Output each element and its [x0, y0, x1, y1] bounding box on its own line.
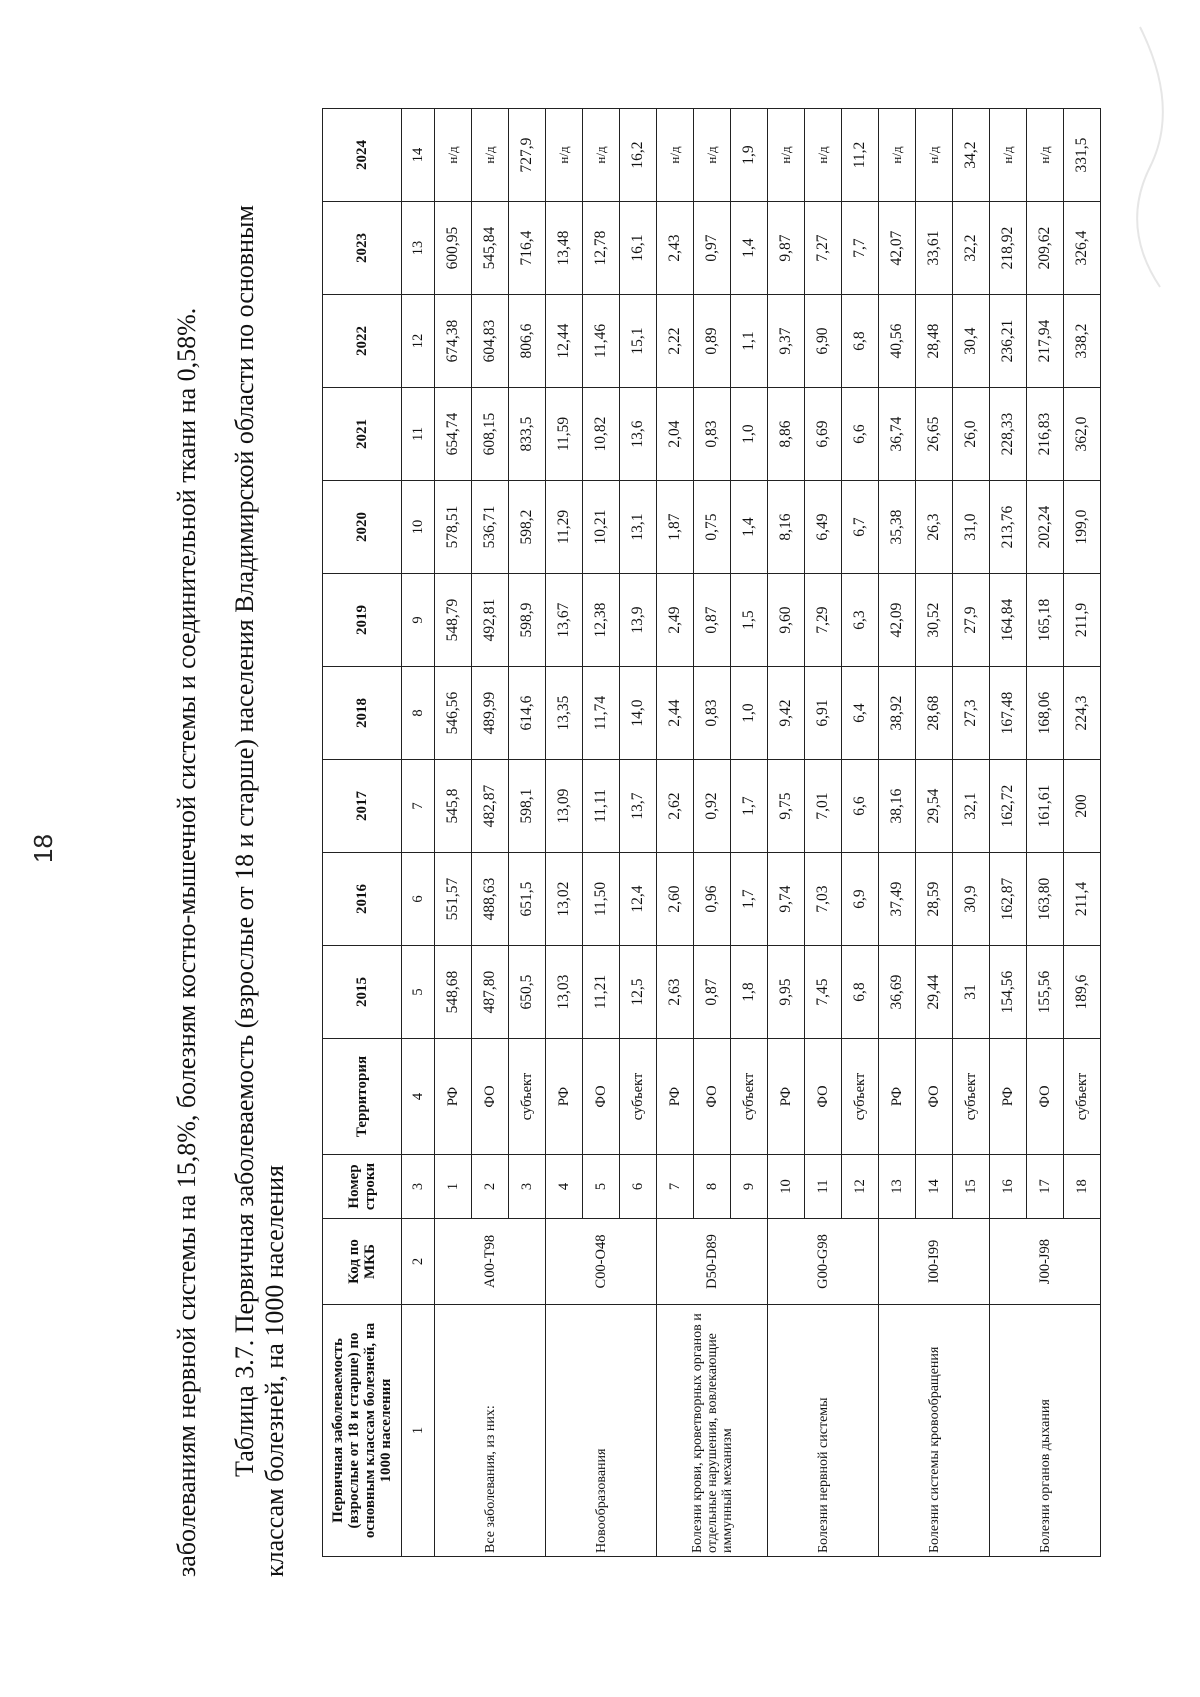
value-cell: 1,4: [731, 202, 768, 295]
table-row: [768, 109, 805, 1557]
header-year: 2017: [323, 760, 402, 853]
value-cell: 216,83: [1027, 388, 1064, 481]
header-year: 2016: [323, 853, 402, 946]
value-cell: 7,01: [805, 760, 842, 853]
value-cell: 13,67: [546, 574, 583, 667]
value-cell: 6,4: [842, 667, 879, 760]
value-cell: 165,18: [1027, 574, 1064, 667]
value-cell: 8,16: [768, 481, 805, 574]
value-cell: 30,52: [916, 574, 953, 667]
row-number-cell: 16: [990, 1155, 1027, 1219]
territory-cell: субъект: [731, 1039, 768, 1155]
disease-class-cell: Все заболевания, из них:: [435, 1305, 546, 1557]
table-row: [435, 109, 472, 1557]
column-number: 14: [402, 109, 435, 202]
value-cell: 716,4: [509, 202, 546, 295]
value-cell: 0,87: [694, 574, 731, 667]
territory-cell: ФО: [1027, 1039, 1064, 1155]
value-cell: 189,6: [1064, 946, 1101, 1039]
value-cell: 236,21: [990, 295, 1027, 388]
territory-cell: ФО: [694, 1039, 731, 1155]
value-cell: 598,1: [509, 760, 546, 853]
value-cell: 13,6: [620, 388, 657, 481]
mkb-code-cell: C00-O48: [546, 1219, 657, 1305]
value-cell: 29,44: [916, 946, 953, 1039]
row-number-cell: 9: [731, 1155, 768, 1219]
value-cell: 168,06: [1027, 667, 1064, 760]
value-cell: 27,3: [953, 667, 990, 760]
value-cell: 0,87: [694, 946, 731, 1039]
territory-cell: РФ: [768, 1039, 805, 1155]
value-cell: н/д: [990, 109, 1027, 202]
header-mkb-code: Код по МКБ: [323, 1219, 402, 1305]
value-cell: 1,0: [731, 388, 768, 481]
value-cell: 489,99: [472, 667, 509, 760]
value-cell: н/д: [805, 109, 842, 202]
value-cell: 218,92: [990, 202, 1027, 295]
value-cell: 546,56: [435, 667, 472, 760]
value-cell: 600,95: [435, 202, 472, 295]
value-cell: 16,2: [620, 109, 657, 202]
mkb-code-cell: D50-D89: [657, 1219, 768, 1305]
table-row: [546, 109, 583, 1557]
disease-class-cell: Болезни органов дыхания: [990, 1305, 1101, 1557]
value-cell: 545,8: [435, 760, 472, 853]
value-cell: 13,03: [546, 946, 583, 1039]
page-number: 18: [28, 834, 58, 863]
value-cell: 7,03: [805, 853, 842, 946]
value-cell: н/д: [1027, 109, 1064, 202]
value-cell: 614,6: [509, 667, 546, 760]
value-cell: 10,21: [583, 481, 620, 574]
value-cell: 36,74: [879, 388, 916, 481]
column-number-row: [402, 109, 435, 1557]
value-cell: 598,2: [509, 481, 546, 574]
value-cell: 6,3: [842, 574, 879, 667]
value-cell: 26,65: [916, 388, 953, 481]
value-cell: 651,5: [509, 853, 546, 946]
territory-cell: субъект: [509, 1039, 546, 1155]
morbidity-table-container: [322, 109, 1101, 1557]
value-cell: 31: [953, 946, 990, 1039]
disease-class-cell: Болезни системы кровообращения: [879, 1305, 990, 1557]
value-cell: 9,60: [768, 574, 805, 667]
value-cell: 11,50: [583, 853, 620, 946]
value-cell: н/д: [657, 109, 694, 202]
mkb-code-cell: J00-J98: [990, 1219, 1101, 1305]
header-disease-class: Первичная заболеваемость (взрослые от 18 и старше) по основным классам болезней, на 1000 населения: [323, 1305, 402, 1557]
column-number: 12: [402, 295, 435, 388]
value-cell: 650,5: [509, 946, 546, 1039]
value-cell: 2,44: [657, 667, 694, 760]
value-cell: 6,9: [842, 853, 879, 946]
value-cell: 1,4: [731, 481, 768, 574]
table-row: [879, 109, 916, 1557]
value-cell: 11,46: [583, 295, 620, 388]
value-cell: 9,87: [768, 202, 805, 295]
value-cell: 578,51: [435, 481, 472, 574]
value-cell: 36,69: [879, 946, 916, 1039]
value-cell: 6,6: [842, 760, 879, 853]
value-cell: 0,83: [694, 388, 731, 481]
value-cell: 2,49: [657, 574, 694, 667]
row-number-cell: 1: [435, 1155, 472, 1219]
value-cell: 16,1: [620, 202, 657, 295]
value-cell: 492,81: [472, 574, 509, 667]
table-caption: Таблица 3.7. Первичная заболеваемость (взрослые от 18 и старше) населения Владимирской области по основным классам болезней, на 1000 населения: [230, 205, 289, 1577]
value-cell: 833,5: [509, 388, 546, 481]
column-number: 2: [402, 1219, 435, 1305]
value-cell: 1,9: [731, 109, 768, 202]
value-cell: 42,07: [879, 202, 916, 295]
header-year: 2022: [323, 295, 402, 388]
value-cell: 34,2: [953, 109, 990, 202]
value-cell: 2,60: [657, 853, 694, 946]
value-cell: н/д: [768, 109, 805, 202]
value-cell: 202,24: [1027, 481, 1064, 574]
table-row: [657, 109, 694, 1557]
row-number-cell: 12: [842, 1155, 879, 1219]
disease-class-cell: Болезни нервной системы: [768, 1305, 879, 1557]
header-year: 2018: [323, 667, 402, 760]
mkb-code-cell: G00-G98: [768, 1219, 879, 1305]
column-number: 13: [402, 202, 435, 295]
value-cell: 1,7: [731, 853, 768, 946]
value-cell: 28,48: [916, 295, 953, 388]
territory-cell: ФО: [916, 1039, 953, 1155]
territory-cell: субъект: [953, 1039, 990, 1155]
value-cell: 11,29: [546, 481, 583, 574]
value-cell: 9,42: [768, 667, 805, 760]
column-number: 11: [402, 388, 435, 481]
value-cell: 228,33: [990, 388, 1027, 481]
value-cell: 11,11: [583, 760, 620, 853]
value-cell: 545,84: [472, 202, 509, 295]
value-cell: 2,63: [657, 946, 694, 1039]
value-cell: 598,9: [509, 574, 546, 667]
value-cell: 11,74: [583, 667, 620, 760]
territory-cell: субъект: [842, 1039, 879, 1155]
territory-cell: РФ: [546, 1039, 583, 1155]
value-cell: 211,4: [1064, 853, 1101, 946]
value-cell: 1,7: [731, 760, 768, 853]
column-number: 1: [402, 1305, 435, 1557]
value-cell: 37,49: [879, 853, 916, 946]
value-cell: 162,72: [990, 760, 1027, 853]
value-cell: 13,9: [620, 574, 657, 667]
header-year: 2020: [323, 481, 402, 574]
value-cell: 806,6: [509, 295, 546, 388]
value-cell: 326,4: [1064, 202, 1101, 295]
value-cell: 12,78: [583, 202, 620, 295]
value-cell: 551,57: [435, 853, 472, 946]
value-cell: 28,68: [916, 667, 953, 760]
value-cell: 211,9: [1064, 574, 1101, 667]
value-cell: 30,9: [953, 853, 990, 946]
value-cell: 331,5: [1064, 109, 1101, 202]
value-cell: 608,15: [472, 388, 509, 481]
column-number: 4: [402, 1039, 435, 1155]
header-year: 2021: [323, 388, 402, 481]
value-cell: 28,59: [916, 853, 953, 946]
value-cell: 2,22: [657, 295, 694, 388]
row-number-cell: 3: [509, 1155, 546, 1219]
value-cell: 11,59: [546, 388, 583, 481]
value-cell: 338,2: [1064, 295, 1101, 388]
value-cell: 0,75: [694, 481, 731, 574]
value-cell: 12,5: [620, 946, 657, 1039]
value-cell: 7,29: [805, 574, 842, 667]
territory-cell: РФ: [435, 1039, 472, 1155]
row-number-cell: 11: [805, 1155, 842, 1219]
morbidity-table: [322, 108, 1101, 1557]
faint-mark-decoration: [1080, 7, 1200, 307]
value-cell: 362,0: [1064, 388, 1101, 481]
value-cell: 2,62: [657, 760, 694, 853]
value-cell: н/д: [546, 109, 583, 202]
row-number-cell: 14: [916, 1155, 953, 1219]
value-cell: 7,45: [805, 946, 842, 1039]
row-number-cell: 4: [546, 1155, 583, 1219]
header-year: 2023: [323, 202, 402, 295]
value-cell: 548,79: [435, 574, 472, 667]
value-cell: 29,54: [916, 760, 953, 853]
value-cell: 1,87: [657, 481, 694, 574]
territory-cell: РФ: [990, 1039, 1027, 1155]
value-cell: 6,69: [805, 388, 842, 481]
territory-cell: ФО: [805, 1039, 842, 1155]
value-cell: 2,43: [657, 202, 694, 295]
value-cell: 42,09: [879, 574, 916, 667]
table-body: [435, 109, 1101, 1557]
value-cell: н/д: [694, 109, 731, 202]
value-cell: 6,7: [842, 481, 879, 574]
value-cell: 161,61: [1027, 760, 1064, 853]
column-number: 6: [402, 853, 435, 946]
value-cell: 6,8: [842, 295, 879, 388]
column-number: 8: [402, 667, 435, 760]
value-cell: 32,1: [953, 760, 990, 853]
value-cell: 11,2: [842, 109, 879, 202]
territory-cell: субъект: [1064, 1039, 1101, 1155]
value-cell: 27,9: [953, 574, 990, 667]
value-cell: 224,3: [1064, 667, 1101, 760]
territory-cell: РФ: [879, 1039, 916, 1155]
disease-class-cell: Болезни крови, кроветворных органов и отдельные нарушения, вовлекающие иммунный механизм: [657, 1305, 768, 1557]
value-cell: 1,0: [731, 667, 768, 760]
value-cell: 7,7: [842, 202, 879, 295]
value-cell: 6,49: [805, 481, 842, 574]
row-number-cell: 2: [472, 1155, 509, 1219]
value-cell: 31,0: [953, 481, 990, 574]
value-cell: 164,84: [990, 574, 1027, 667]
value-cell: 14,0: [620, 667, 657, 760]
value-cell: 9,37: [768, 295, 805, 388]
value-cell: 13,09: [546, 760, 583, 853]
value-cell: 40,56: [879, 295, 916, 388]
row-number-cell: 8: [694, 1155, 731, 1219]
value-cell: 7,27: [805, 202, 842, 295]
value-cell: 6,90: [805, 295, 842, 388]
value-cell: 26,0: [953, 388, 990, 481]
value-cell: 213,76: [990, 481, 1027, 574]
column-number: 9: [402, 574, 435, 667]
value-cell: 209,62: [1027, 202, 1064, 295]
value-cell: 13,35: [546, 667, 583, 760]
value-cell: 12,4: [620, 853, 657, 946]
table-header-row: [323, 109, 402, 1557]
value-cell: 654,74: [435, 388, 472, 481]
value-cell: 162,87: [990, 853, 1027, 946]
territory-cell: РФ: [657, 1039, 694, 1155]
value-cell: 674,38: [435, 295, 472, 388]
value-cell: н/д: [916, 109, 953, 202]
value-cell: 200: [1064, 760, 1101, 853]
row-number-cell: 5: [583, 1155, 620, 1219]
value-cell: 1,1: [731, 295, 768, 388]
header-territory: Территория: [323, 1039, 402, 1155]
value-cell: 2,04: [657, 388, 694, 481]
value-cell: 217,94: [1027, 295, 1064, 388]
value-cell: 13,48: [546, 202, 583, 295]
value-cell: 155,56: [1027, 946, 1064, 1039]
value-cell: 38,16: [879, 760, 916, 853]
value-cell: 0,83: [694, 667, 731, 760]
value-cell: 12,38: [583, 574, 620, 667]
header-row-number: Номер строки: [323, 1155, 402, 1219]
value-cell: 6,91: [805, 667, 842, 760]
value-cell: 154,56: [990, 946, 1027, 1039]
value-cell: 199,0: [1064, 481, 1101, 574]
value-cell: 163,80: [1027, 853, 1064, 946]
value-cell: 32,2: [953, 202, 990, 295]
value-cell: 1,5: [731, 574, 768, 667]
header-year: 2015: [323, 946, 402, 1039]
value-cell: 604,83: [472, 295, 509, 388]
value-cell: 33,61: [916, 202, 953, 295]
value-cell: 0,96: [694, 853, 731, 946]
value-cell: 6,6: [842, 388, 879, 481]
row-number-cell: 7: [657, 1155, 694, 1219]
mkb-code-cell: A00-T98: [435, 1219, 546, 1305]
value-cell: 15,1: [620, 295, 657, 388]
value-cell: 13,02: [546, 853, 583, 946]
value-cell: 167,48: [990, 667, 1027, 760]
row-number-cell: 13: [879, 1155, 916, 1219]
value-cell: 9,75: [768, 760, 805, 853]
value-cell: 13,1: [620, 481, 657, 574]
value-cell: 487,80: [472, 946, 509, 1039]
value-cell: н/д: [472, 109, 509, 202]
territory-cell: субъект: [620, 1039, 657, 1155]
value-cell: 482,87: [472, 760, 509, 853]
value-cell: 9,95: [768, 946, 805, 1039]
column-number: 10: [402, 481, 435, 574]
value-cell: 536,71: [472, 481, 509, 574]
value-cell: 38,92: [879, 667, 916, 760]
row-number-cell: 17: [1027, 1155, 1064, 1219]
row-number-cell: 6: [620, 1155, 657, 1219]
value-cell: 727,9: [509, 109, 546, 202]
value-cell: 488,63: [472, 853, 509, 946]
value-cell: 0,92: [694, 760, 731, 853]
value-cell: 6,8: [842, 946, 879, 1039]
value-cell: 26,3: [916, 481, 953, 574]
value-cell: 548,68: [435, 946, 472, 1039]
table-row: [990, 109, 1027, 1557]
row-number-cell: 10: [768, 1155, 805, 1219]
row-number-cell: 15: [953, 1155, 990, 1219]
column-number: 3: [402, 1155, 435, 1219]
header-year: 2019: [323, 574, 402, 667]
value-cell: 11,21: [583, 946, 620, 1039]
value-cell: 12,44: [546, 295, 583, 388]
value-cell: н/д: [879, 109, 916, 202]
value-cell: 30,4: [953, 295, 990, 388]
value-cell: 35,38: [879, 481, 916, 574]
header-year: 2024: [323, 109, 402, 202]
value-cell: 9,74: [768, 853, 805, 946]
value-cell: 0,97: [694, 202, 731, 295]
value-cell: 1,8: [731, 946, 768, 1039]
intro-text: заболеваниям нервной системы на 15,8%, болезням костно-мышечной системы и соединительной ткани на 0,58%.: [172, 307, 201, 1577]
value-cell: н/д: [435, 109, 472, 202]
value-cell: 13,7: [620, 760, 657, 853]
territory-cell: ФО: [583, 1039, 620, 1155]
value-cell: 0,89: [694, 295, 731, 388]
disease-class-cell: Новообразования: [546, 1305, 657, 1557]
mkb-code-cell: I00-I99: [879, 1219, 990, 1305]
value-cell: н/д: [583, 109, 620, 202]
value-cell: 10,82: [583, 388, 620, 481]
value-cell: 8,86: [768, 388, 805, 481]
territory-cell: ФО: [472, 1039, 509, 1155]
column-number: 7: [402, 760, 435, 853]
row-number-cell: 18: [1064, 1155, 1101, 1219]
column-number: 5: [402, 946, 435, 1039]
